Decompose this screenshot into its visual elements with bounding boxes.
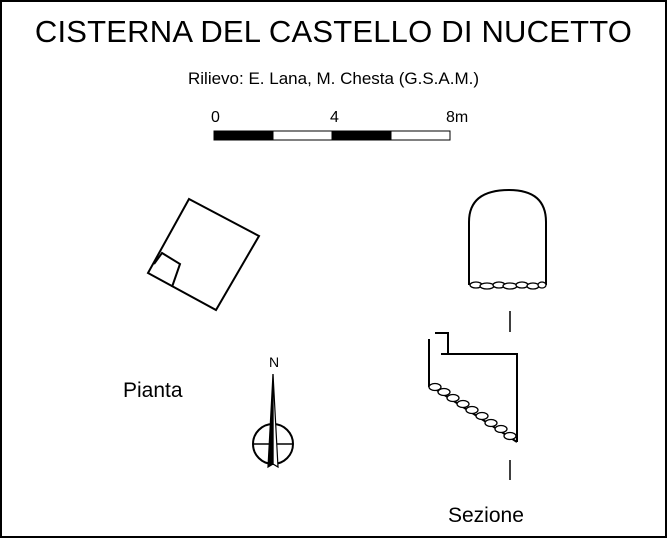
scale-segment-1 [214, 131, 273, 140]
section-floor-stones [429, 384, 516, 440]
section-dome [469, 190, 546, 285]
scale-segment-3 [332, 131, 391, 140]
drawing-title: CISTERNA DEL CASTELLO DI NUCETTO [34, 14, 633, 49]
scale-segment-2 [273, 131, 332, 140]
section-drawing [429, 190, 546, 480]
section-dome-floor-stones [470, 282, 546, 289]
scale-segment-4 [391, 131, 450, 140]
north-arrow [253, 374, 293, 467]
north-arrow-needle-dark [268, 374, 273, 467]
north-label: N [269, 354, 280, 370]
survey-credits: Rilievo: E. Lana, M. Chesta (G.S.A.M.) [188, 69, 479, 88]
scale-label-4: 4 [330, 109, 339, 126]
plan-label: Pianta [123, 379, 183, 402]
section-entrance-lip [435, 333, 448, 354]
scale-label-8m: 8m [446, 109, 469, 126]
scale-bar [214, 131, 450, 140]
plan-inner-niche [154, 253, 180, 287]
section-label: Sezione [448, 504, 524, 527]
plan-drawing [148, 199, 259, 310]
north-arrow-needle-light [273, 374, 278, 467]
scale-label-0: 0 [211, 109, 220, 126]
